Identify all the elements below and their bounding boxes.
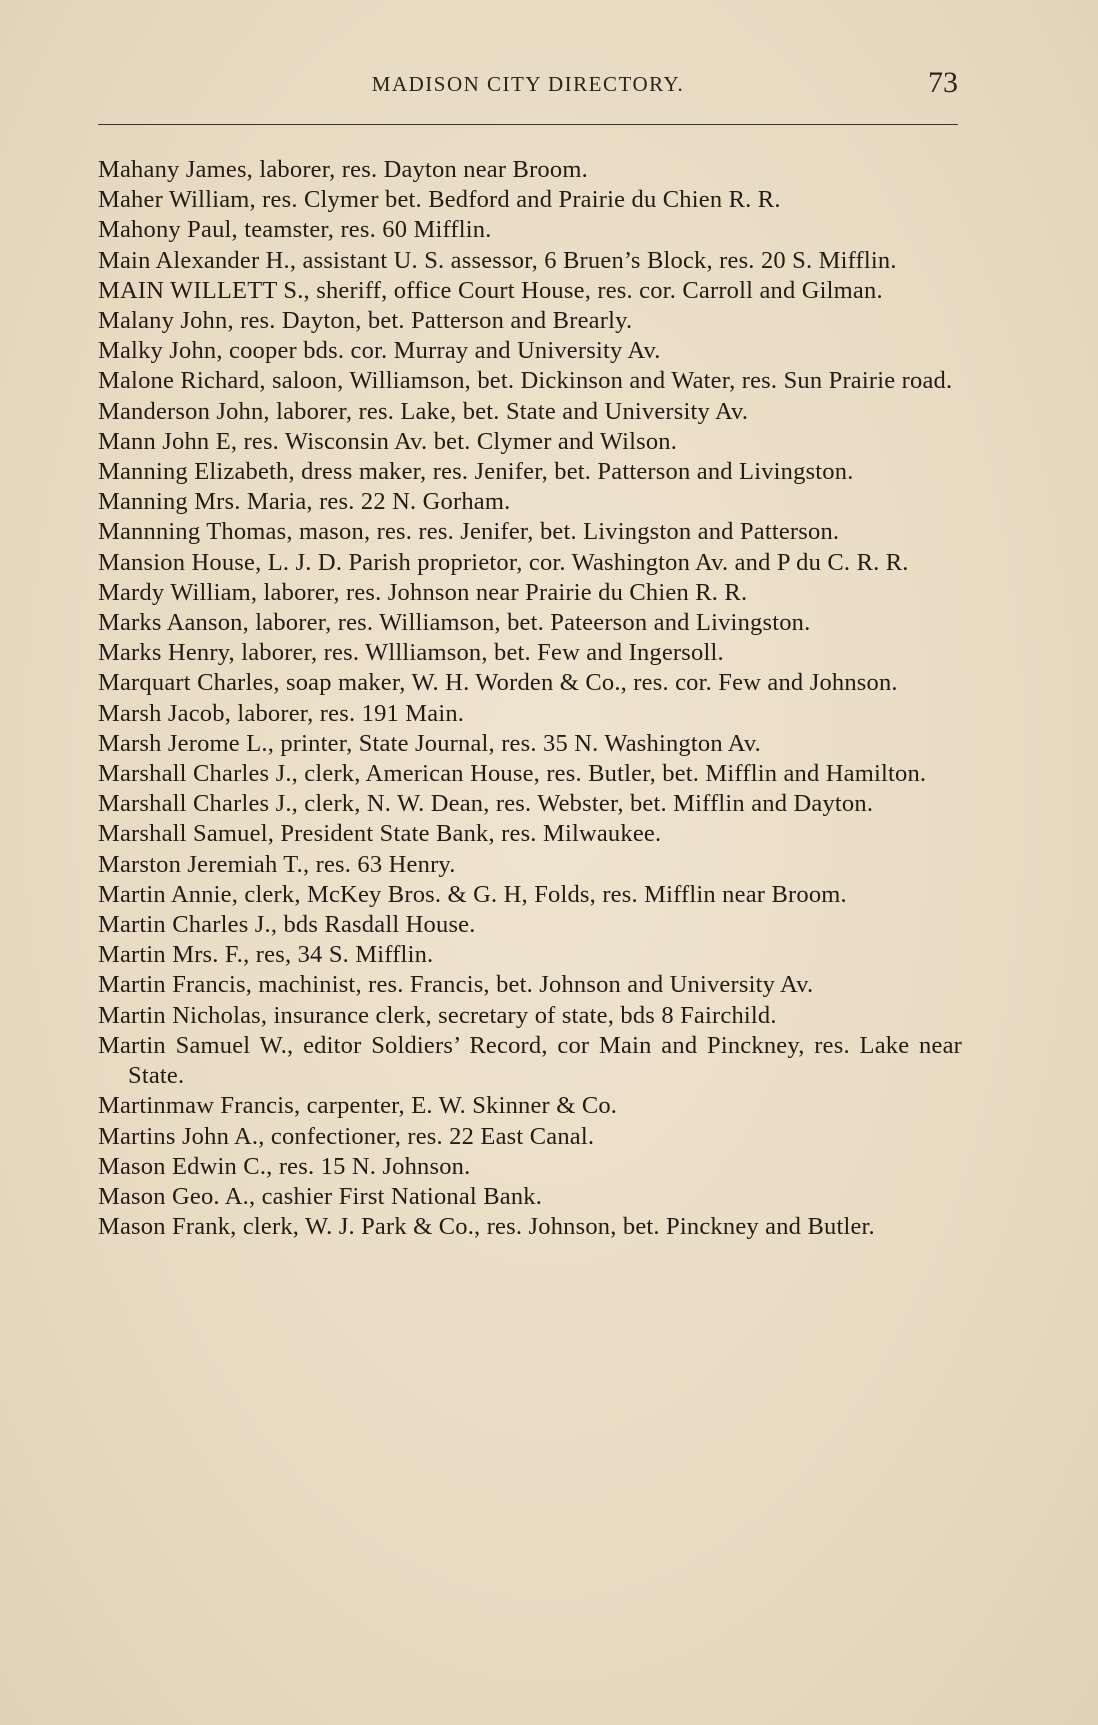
directory-entry: Mahony Paul, teamster, res. 60 Mifflin.: [98, 216, 492, 244]
directory-entry: Manning Mrs. Maria, res. 22 N. Gorham.: [98, 488, 511, 516]
directory-entry: Marsh Jerome L., printer, State Journal, res. 35 N. Washington Av.: [98, 729, 762, 757]
directory-entry: Mann John E, res. Wisconsin Av. bet. Clymer and Wilson.: [98, 427, 678, 455]
directory-entry: Marshall Charles J., clerk, N. W. Dean, res. Webster, bet. Mifflin and Dayton.: [98, 790, 874, 818]
directory-entry: Martin Samuel W., editor Soldiers’ Record, cor Main and Pinckney, res. Lake near State.: [98, 1031, 962, 1090]
running-title: MADISON CITY DIRECTORY.: [371, 72, 685, 96]
directory-entry: Martinmaw Francis, carpenter, E. W. Skinner & Co.: [98, 1092, 618, 1120]
directory-entry: Mason Edwin C., res. 15 N. Johnson.: [98, 1152, 471, 1180]
directory-entries: [98, 155, 962, 1242]
directory-entry: Martin Mrs. F., res, 34 S. Mifflin.: [98, 941, 434, 969]
directory-entry: MAIN WILLETT S., sheriff, office Court House, res. cor. Carroll and Gilman.: [98, 276, 883, 304]
directory-entry: Mahany James, laborer, res. Dayton near Broom.: [98, 156, 588, 183]
directory-entry: Mansion House, L. J. D. Parish proprietor, cor. Washington Av. and P du C. R. R.: [98, 548, 909, 576]
directory-entry: Malky John, cooper bds. cor. Murray and University Av.: [98, 337, 661, 365]
directory-entry: Marshall Samuel, President State Bank, res. Milwaukee.: [98, 820, 662, 848]
directory-entry: Manderson John, laborer, res. Lake, bet. State and University Av.: [98, 397, 749, 425]
directory-entry: Marks Aanson, laborer, res. Williamson, bet. Pateerson and Livingston.: [98, 609, 811, 637]
page-header: [98, 66, 958, 106]
directory-entry: Martin Nicholas, insurance clerk, secretary of state, bds 8 Fairchild.: [98, 1001, 777, 1029]
directory-entry: Marsh Jacob, laborer, res. 191 Main.: [98, 699, 465, 727]
directory-entry: Malany John, res. Dayton, bet. Patterson and Brearly.: [98, 307, 633, 335]
directory-entry: Mannning Thomas, mason, res. res. Jenifer, bet. Livingston and Patterson.: [98, 518, 840, 546]
directory-entry: Mason Geo. A., cashier First National Bank.: [98, 1182, 543, 1210]
directory-entry: Martins John A., confectioner, res. 22 East Canal.: [98, 1122, 595, 1150]
page-number: 73: [928, 66, 958, 99]
directory-entry: Malone Richard, saloon, Williamson, bet. Dickinson and Water, res. Sun Prairie road.: [98, 367, 953, 395]
directory-entry: Marquart Charles, soap maker, W. H. Worden & Co., res. cor. Few and Johnson.: [98, 669, 898, 697]
directory-entry: Martin Charles J., bds Rasdall House.: [98, 911, 476, 939]
directory-entry: Main Alexander H., assistant U. S. assessor, 6 Bruen’s Block, res. 20 S. Mifflin.: [98, 246, 897, 274]
directory-entry: Maher William, res. Clymer bet. Bedford and Prairie du Chien R. R.: [98, 186, 781, 214]
directory-entry: Marks Henry, laborer, res. Wllliamson, bet. Few and Ingersoll.: [98, 639, 724, 667]
header-rule: [98, 124, 958, 125]
directory-entry: Marston Jeremiah T., res. 63 Henry.: [98, 850, 456, 878]
directory-entry: Martin Annie, clerk, McKey Bros. & G. H, Folds, res. Mifflin near Broom.: [98, 880, 847, 908]
directory-entry: Mardy William, laborer, res. Johnson near Prairie du Chien R. R.: [98, 578, 748, 606]
directory-entry: Mason Frank, clerk, W. J. Park & Co., res. Johnson, bet. Pinckney and Butler.: [98, 1213, 875, 1241]
directory-entry: Manning Elizabeth, dress maker, res. Jenifer, bet. Patterson and Livingston.: [98, 458, 854, 486]
directory-entry: Martin Francis, machinist, res. Francis, bet. Johnson and University Av.: [98, 971, 814, 999]
directory-entry: Marshall Charles J., clerk, American House, res. Butler, bet. Mifflin and Hamilton.: [98, 760, 927, 788]
